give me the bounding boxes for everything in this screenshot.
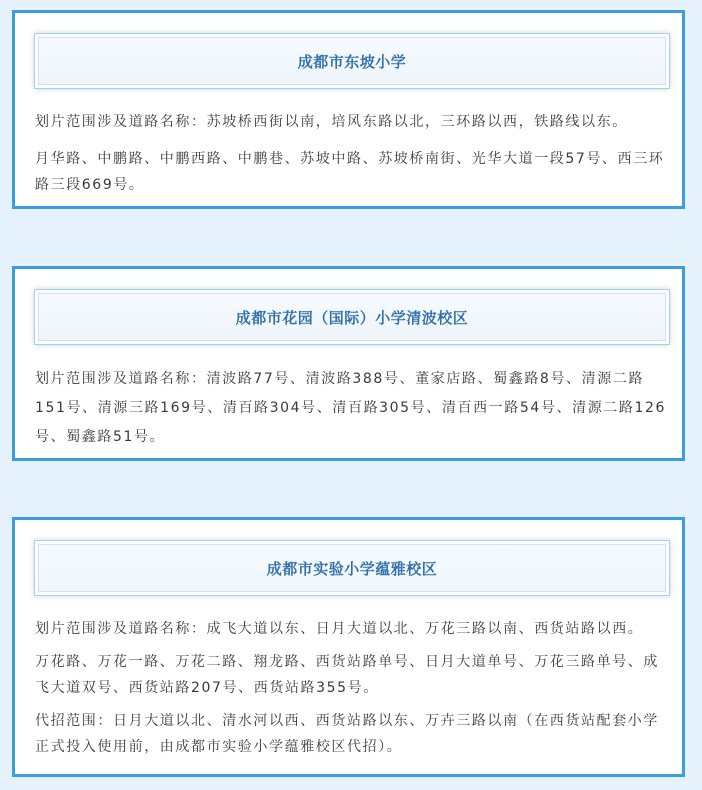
top-strip (0, 0, 702, 10)
school-card-shiyan-yunya (12, 517, 685, 777)
title-box (34, 540, 670, 596)
title-box (34, 289, 670, 345)
school-card-huayuan-qingbo (12, 266, 685, 461)
school-card-dongpo (12, 10, 685, 209)
school-title: 成都市东坡小学 (297, 52, 407, 71)
district-roads-paragraph: 划片范围涉及道路名称：成飞大道以东、日月大道以北、万花三路以南、西货站路以西。 (35, 621, 644, 637)
proxy-enrollment-paragraph: 代招范围：日月大道以北、清水河以西、西货站路以东、万卉三路以南（在西货站配套小学正式投入使用前，由成都市实验小学蕴雅校区代招）。 (35, 713, 659, 755)
district-roads-paragraph: 划片范围涉及道路名称：苏坡桥西街以南，培风东路以北，三环路以西，铁路线以东。 (35, 114, 628, 130)
district-roads-paragraph: 划片范围涉及道路名称：清波路77号、清波路388号、董家店路、蜀鑫路8号、清源二路151号、清源三路169号、清百路304号、清百路305号、清百西一路54号、清源二路126号、蜀鑫路51号。 (35, 371, 667, 445)
school-title: 成都市花园（国际）小学清波校区 (235, 308, 469, 327)
card-body (35, 109, 667, 209)
title-box (34, 33, 670, 89)
school-title: 成都市实验小学蕴雅校区 (266, 559, 438, 578)
card-body (35, 365, 667, 463)
road-list-paragraph: 月华路、中鹏路、中鹏西路、中鹏巷、苏坡中路、苏坡桥南街、光华大道一段57号、西三环路三段669号。 (35, 151, 665, 193)
card-body (35, 616, 667, 767)
road-list-paragraph: 万花路、万花一路、万花二路、翔龙路、西货站路单号、日月大道单号、万花三路单号、成飞大道双号、西货站路207号、西货站路355号。 (35, 654, 659, 696)
